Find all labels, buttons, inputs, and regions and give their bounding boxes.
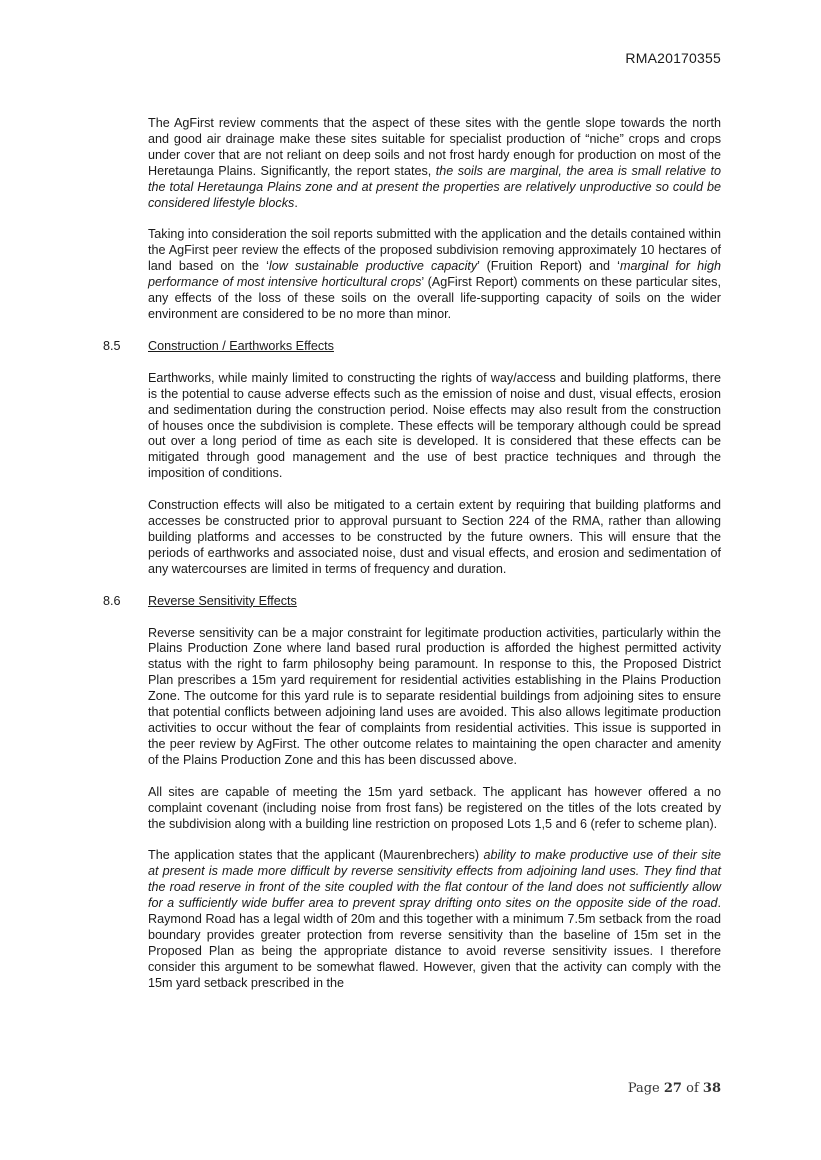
page-footer [628, 1081, 721, 1096]
text-run: . [294, 195, 298, 210]
section-title: Construction / Earthworks Effects [148, 338, 334, 353]
paragraph-agfirst-review [148, 116, 721, 211]
italic-quote: low sustainable productive capacity [268, 259, 478, 274]
text-run: ’ (AgFirst Report) comments on these particular sites, any effects of the loss of these soils on the overall life-supporting capacity of soils on the wider environment are considered to be no more than minor. [148, 275, 721, 321]
section-title: Reverse Sensitivity Effects [148, 593, 297, 608]
paragraph-earthworks: Earthworks, while mainly limited to constructing the rights of way/access and building platforms, there is the potential to cause adverse effects such as the emission of noise and dust, visual effects, erosion and sedimentation during the construction period. Noise effects may also result from the construction of houses once the subdivision is complete. These effects will be temporary although could be spread out over a long period of time as each site is developed. It is considered that these effects can be mitigated through good management and the use of best practice techniques and through the imposition of conditions. [148, 370, 721, 481]
paragraph-soil-reports [148, 227, 721, 322]
text-run: Taking into consideration the soil reports submitted with the application and the details contained within the AgFirst peer review the effects of the proposed subdivision removing approximately 10 hectares of land based on the ‘ [148, 227, 721, 274]
page-total: 38 [702, 1081, 721, 1096]
section-heading-8-5 [103, 338, 721, 355]
text-run: The application states that the applicant (Maurenbrechers) [148, 848, 484, 863]
of-label: of [686, 1081, 699, 1096]
page-number: 27 [663, 1081, 682, 1096]
page-label: Page [627, 1081, 660, 1096]
italic-quote: the soils are marginal, the area is small relative to the total Heretaunga Plains zone and at present the properties are relatively unproductive so could be considered lifestyle blocks [148, 163, 721, 210]
section-number: 8.6 [103, 593, 121, 608]
paragraph-reverse-sensitivity: Reverse sensitivity can be a major constraint for legitimate production activities, particularly within the Plains Production Zone where land based rural production is afforded the highest permitted activity status with the right to farm philosophy being paramount. In response to this, the Proposed District Plan prescribes a 15m yard requirement for residential activities establishing in the Plains Production Zone. The outcome for this yard rule is to separate residential buildings from adjoining sites to ensure that potential conflicts between adjoining land uses are avoided. This also allows legitimate production activities to occur without the fear of complaints from residential activities. This issue is supported in the peer review by AgFirst. The other outcome relates to maintaining the open character and amenity of the Plains Production Zone and this has been discussed above. [148, 625, 721, 767]
italic-quote: ability to make productive use of their site at present is made more difficult by reverse sensitivity effects from adjoining land uses. They find that the road reserve in front of the site coupled with the flat contour of the land does not sufficiently allow for a sufficiently wide buffer area to prevent spray drifting onto sites on the opposite side of the road [148, 848, 721, 911]
document-body [103, 116, 721, 1008]
section-heading-8-6 [103, 593, 721, 610]
paragraph-yard-setback: All sites are capable of meeting the 15m yard setback. The applicant has however offered a no complaint covenant (including noise from frost fans) be registered on the titles of the lots created by the subdivision along with a building line restriction on proposed Lots 1,5 and 6 (refer to scheme plan). [148, 784, 721, 831]
paragraph-application-statement [148, 848, 721, 991]
italic-quote: marginal for high performance of most intensive horticultural crops [148, 259, 721, 290]
section-number: 8.5 [103, 338, 121, 353]
text-run: ’ (Fruition Report) and ‘ [477, 259, 620, 274]
document-reference: RMA20170355 [625, 50, 721, 66]
text-run: The AgFirst review comments that the aspect of these sites with the gentle slope towards the north and good air drainage make these sites suitable for specialist production of “niche” crops and crops under cover that are not reliant on deep soils and not frost hardy enough for production on most of the Heretaunga Plains. Significantly, the report states, [148, 116, 721, 178]
text-run: . Raymond Road has a legal width of 20m and this together with a minimum 7.5m setback from the road boundary provides greater protection from reverse sensitivity than the baseline of 15m set in the Proposed Plan as being the appropriate distance to avoid reverse sensitivity issues. I therefore consider this argument to be somewhat flawed. However, given that the activity can comply with the 15m yard setback prescribed in the [148, 896, 721, 990]
paragraph-construction-mitigation: Construction effects will also be mitigated to a certain extent by requiring that building platforms and accesses be constructed prior to approval pursuant to Section 224 of the RMA, rather than allowing building platforms and accesses to be constructed by the future owners. This will ensure that the periods of earthworks and associated noise, dust and visual effects, and erosion and sedimentation of any watercourses are limited in terms of frequency and duration. [148, 498, 721, 576]
